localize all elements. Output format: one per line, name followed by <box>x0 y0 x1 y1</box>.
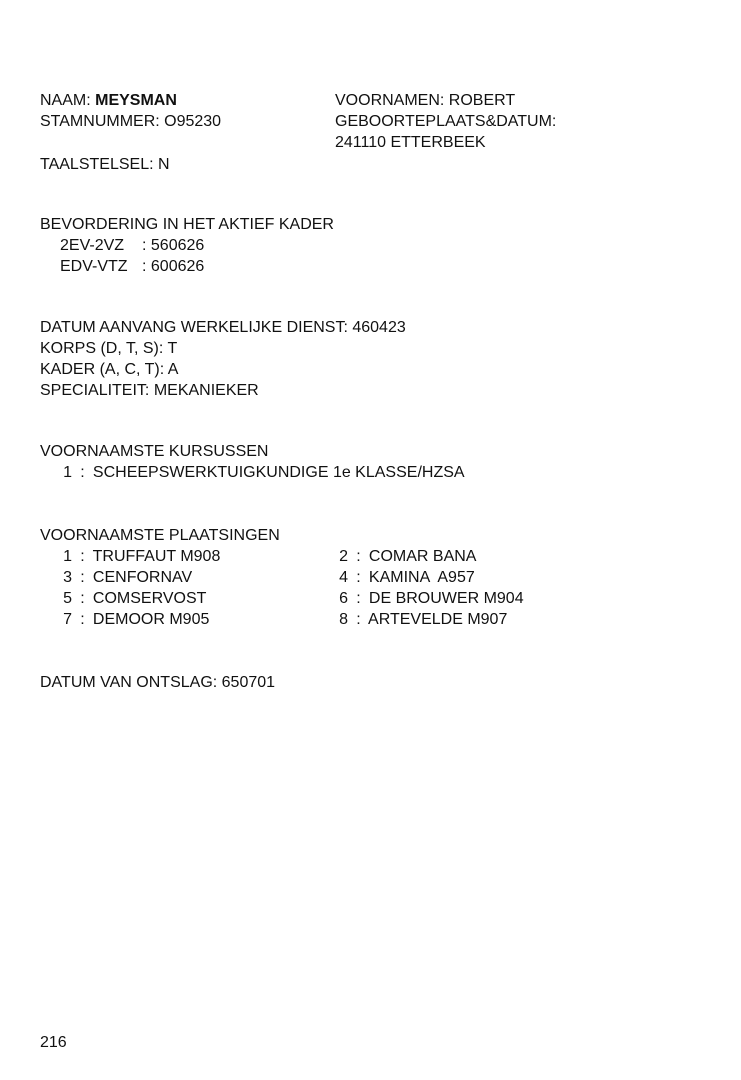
item-text: DE BROUWER M904 <box>368 590 524 607</box>
separator: : <box>80 611 85 628</box>
separator: : <box>80 464 85 481</box>
item-number: 1 <box>63 548 72 565</box>
plaatsing-item <box>328 588 524 609</box>
bevordering-row <box>60 235 204 256</box>
bevordering-title: BEVORDERING IN HET AKTIEF KADER <box>40 216 334 233</box>
item-text: CENFORNAV <box>92 569 193 586</box>
item-text: COMSERVOST <box>92 590 207 607</box>
naam-value: MEYSMAN <box>95 92 177 109</box>
item-number: 1 <box>63 464 72 481</box>
plaatsing-item <box>52 588 206 609</box>
naam-line <box>40 90 177 111</box>
taalstelsel: TAALSTELSEL: N <box>40 156 170 173</box>
separator: : <box>80 548 85 565</box>
plaatsing-item <box>328 609 507 630</box>
separator: : <box>142 258 147 275</box>
voornamen: VOORNAMEN: ROBERT <box>335 92 516 109</box>
item-number: 4 <box>339 569 348 586</box>
bevordering-date: 600626 <box>150 258 205 275</box>
bevordering-code: 2EV-2VZ <box>60 237 125 254</box>
item-number: 3 <box>63 569 72 586</box>
stamnummer: STAMNUMMER: O95230 <box>40 113 222 130</box>
kursussen-title: VOORNAAMSTE KURSUSSEN <box>40 443 269 460</box>
datum-aanvang: DATUM AANVANG WERKELIJKE DIENST: 460423 <box>40 319 406 336</box>
kursus-item <box>52 462 465 483</box>
separator: : <box>356 569 361 586</box>
geboorte-value: 241110 ETTERBEEK <box>335 134 486 151</box>
separator: : <box>142 237 147 254</box>
item-text: ARTEVELDE M907 <box>368 611 508 628</box>
specialiteit: SPECIALITEIT: MEKANIEKER <box>40 382 259 399</box>
bevordering-row <box>60 256 204 277</box>
item-number: 8 <box>339 611 348 628</box>
naam-label: NAAM: <box>40 92 91 109</box>
item-text: TRUFFAUT M908 <box>92 548 221 565</box>
item-number: 5 <box>63 590 72 607</box>
separator: : <box>356 611 361 628</box>
geboorte-label: GEBOORTEPLAATS&DATUM: <box>335 113 557 130</box>
item-text: KAMINA A957 <box>368 569 475 586</box>
page-number: 216 <box>40 1034 67 1051</box>
plaatsing-item <box>52 609 209 630</box>
plaatsingen-title: VOORNAAMSTE PLAATSINGEN <box>40 527 280 544</box>
item-text: DEMOOR M905 <box>92 611 210 628</box>
plaatsing-item <box>52 546 220 567</box>
separator: : <box>356 548 361 565</box>
item-number: 7 <box>63 611 72 628</box>
kader: KADER (A, C, T): A <box>40 361 179 378</box>
plaatsing-item <box>328 567 475 588</box>
separator: : <box>80 590 85 607</box>
item-text: SCHEEPSWERKTUIGKUNDIGE 1e KLASSE/HZSA <box>92 464 465 481</box>
item-number: 2 <box>339 548 348 565</box>
separator: : <box>80 569 85 586</box>
separator: : <box>356 590 361 607</box>
korps: KORPS (D, T, S): T <box>40 340 178 357</box>
plaatsing-item <box>328 546 476 567</box>
item-number: 6 <box>339 590 348 607</box>
plaatsing-item <box>52 567 192 588</box>
bevordering-date: 560626 <box>150 237 205 254</box>
datum-ontslag: DATUM VAN ONTSLAG: 650701 <box>40 674 276 691</box>
bevordering-code: EDV-VTZ <box>60 258 128 275</box>
item-text: COMAR BANA <box>368 548 477 565</box>
